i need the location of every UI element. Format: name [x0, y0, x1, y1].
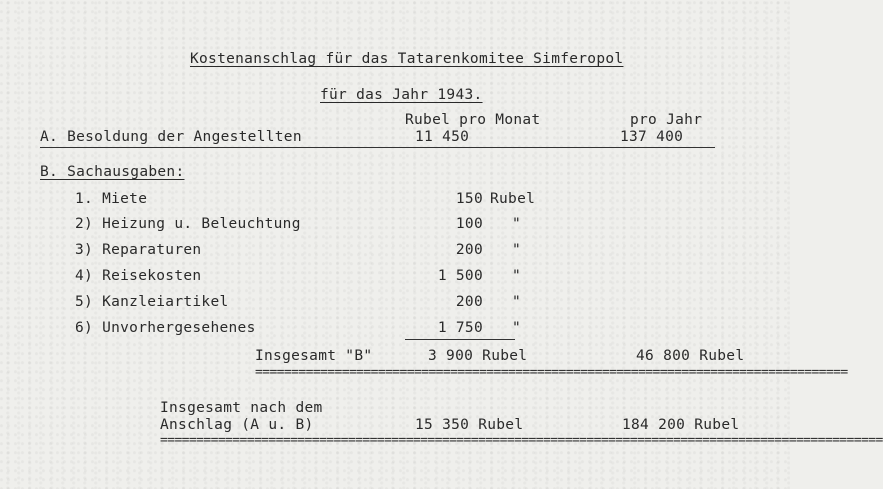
subtotal-underline	[405, 339, 515, 340]
list-item-unit: "	[512, 294, 522, 310]
list-item-label: 3) Reparaturen	[75, 242, 202, 258]
section-a-underline	[40, 147, 715, 148]
list-item-label: 6) Unvorhergesehenes	[75, 320, 256, 336]
total-b-monthly: 3 900 Rubel	[428, 348, 528, 364]
list-item-label: 5) Kanzleiartikel	[75, 294, 229, 310]
list-item-amount: 1 500	[437, 268, 483, 284]
list-item-amount: 200	[455, 242, 483, 258]
document-year: für das Jahr 1943.	[320, 87, 483, 103]
total-b-label: Insgesamt "B"	[255, 348, 373, 364]
document-title: Kostenanschlag für das Tatarenkomitee Simferopol	[190, 51, 624, 67]
section-a-label: A. Besoldung der Angestellten	[40, 129, 302, 145]
grand-total-monthly: 15 350 Rubel	[415, 417, 524, 433]
list-item-unit: "	[512, 242, 522, 258]
list-item-unit: "	[512, 216, 522, 232]
list-item-amount: 100	[455, 216, 483, 232]
double-rule-grand: ====================================================================================================	[160, 433, 883, 448]
list-item-unit: "	[512, 268, 522, 284]
list-item-amount: 1 750	[437, 320, 483, 336]
list-item-amount: 200	[455, 294, 483, 310]
list-item-label: 4) Reisekosten	[75, 268, 202, 284]
list-item-label: 2) Heizung u. Beleuchtung	[75, 216, 301, 232]
grand-total-yearly: 184 200 Rubel	[622, 417, 740, 433]
grand-total-label-line1: Insgesamt nach dem	[160, 400, 323, 416]
list-item-label: 1. Miete	[75, 191, 148, 207]
section-b-label: B. Sachausgaben:	[40, 164, 185, 180]
list-item-unit: Rubel	[490, 191, 536, 207]
section-a-yearly: 137 400	[620, 129, 684, 145]
list-item-unit: "	[512, 320, 522, 336]
double-rule-b: ==================================================================================	[255, 365, 848, 380]
grand-total-label-line2: Anschlag (A u. B)	[160, 417, 314, 433]
column-header-yearly: pro Jahr	[630, 112, 703, 128]
column-header-monthly: Rubel pro Monat	[405, 112, 541, 128]
section-a-monthly: 11 450	[415, 129, 470, 145]
list-item-amount: 150	[455, 191, 483, 207]
total-b-yearly: 46 800 Rubel	[636, 348, 745, 364]
